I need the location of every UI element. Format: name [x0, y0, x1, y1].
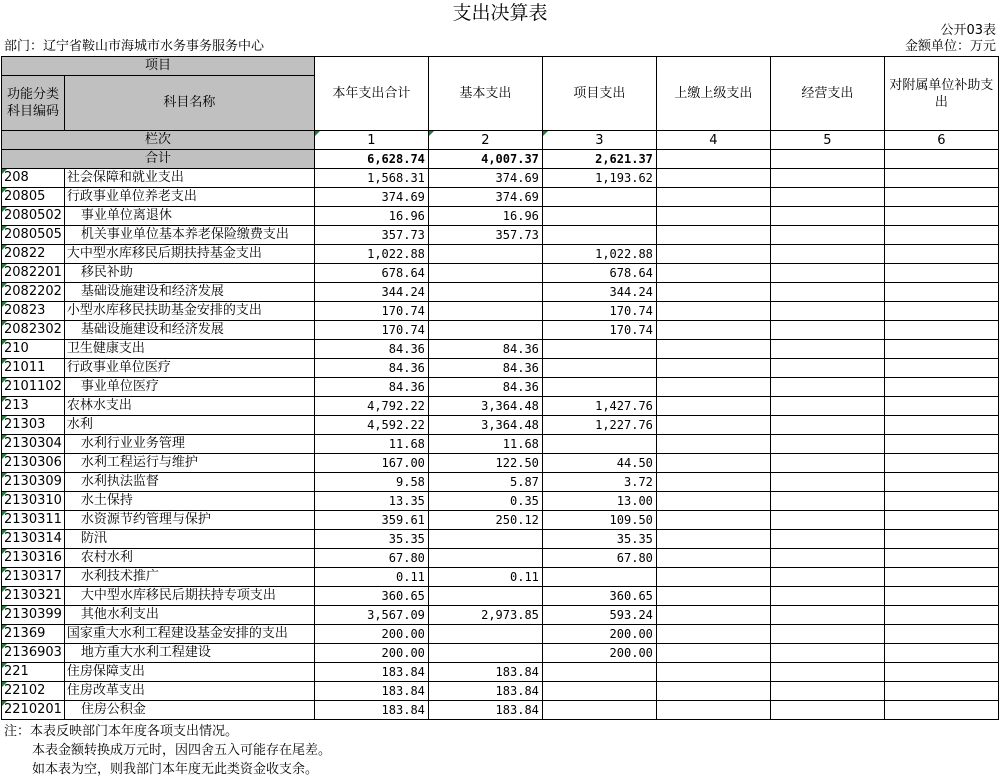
row-business-cell[interactable]: [770, 435, 884, 454]
row-name-cell[interactable]: 住房公积金: [64, 701, 314, 720]
row-upper-cell[interactable]: [656, 435, 770, 454]
row-business-cell[interactable]: [770, 492, 884, 511]
row-project-cell[interactable]: 67.80: [542, 549, 656, 568]
table-row: [2, 245, 999, 264]
table-row: [2, 264, 999, 283]
row-name-cell[interactable]: 住房改革支出: [64, 682, 314, 701]
row-total-cell[interactable]: 0.11: [314, 568, 428, 587]
row-business-cell[interactable]: [770, 359, 884, 378]
row-business-cell[interactable]: [770, 530, 884, 549]
row-code-cell[interactable]: 20805: [2, 188, 65, 207]
row-project-cell[interactable]: 200.00: [542, 625, 656, 644]
row-upper-cell[interactable]: [656, 264, 770, 283]
row-business-cell[interactable]: [770, 302, 884, 321]
row-project-cell[interactable]: [542, 226, 656, 245]
header-col-4[interactable]: 上缴上级支出: [656, 57, 770, 131]
row-project-cell[interactable]: 678.64: [542, 264, 656, 283]
row-basic-cell[interactable]: 3,364.48: [428, 397, 542, 416]
row-project-cell[interactable]: 13.00: [542, 492, 656, 511]
row-total-cell[interactable]: 4,792.22: [314, 397, 428, 416]
table-row: [2, 701, 999, 720]
row-code-cell[interactable]: 21303: [2, 416, 65, 435]
row-project-cell[interactable]: 360.65: [542, 587, 656, 606]
row-upper-cell[interactable]: [656, 454, 770, 473]
table-row: [2, 587, 999, 606]
row-project-cell[interactable]: [542, 207, 656, 226]
row-basic-cell[interactable]: 122.50: [428, 454, 542, 473]
lanci-num[interactable]: 1: [314, 131, 428, 150]
row-total-cell[interactable]: 200.00: [314, 644, 428, 663]
table-row: [2, 549, 999, 568]
lanci-num[interactable]: 4: [656, 131, 770, 150]
row-total-cell[interactable]: 360.65: [314, 587, 428, 606]
table-row: [2, 283, 999, 302]
row-basic-cell[interactable]: [428, 264, 542, 283]
row-project-cell[interactable]: [542, 682, 656, 701]
row-business-cell[interactable]: [770, 549, 884, 568]
row-upper-cell[interactable]: [656, 568, 770, 587]
row-upper-cell[interactable]: [656, 511, 770, 530]
note-line: 注：本表反映部门本年度各项支出情况。: [4, 724, 239, 739]
row-project-cell[interactable]: [542, 701, 656, 720]
row-code-cell[interactable]: 20823: [2, 302, 65, 321]
row-basic-cell[interactable]: 84.36: [428, 359, 542, 378]
total-cell[interactable]: 6,628.74: [314, 150, 428, 169]
row-project-cell[interactable]: [542, 188, 656, 207]
row-total-cell[interactable]: 4,592.22: [314, 416, 428, 435]
row-code-cell[interactable]: 2080502: [2, 207, 65, 226]
row-name-cell[interactable]: 移民补助: [64, 264, 314, 283]
table-row: [2, 625, 999, 644]
row-basic-cell[interactable]: [428, 549, 542, 568]
table-row: [2, 530, 999, 549]
row-name-cell[interactable]: 农林水支出: [64, 397, 314, 416]
row-upper-cell[interactable]: [656, 416, 770, 435]
row-upper-cell[interactable]: [656, 682, 770, 701]
row-subsidy-cell[interactable]: [884, 207, 998, 226]
table-row: [2, 568, 999, 587]
row-project-cell[interactable]: 170.74: [542, 321, 656, 340]
row-project-cell[interactable]: 344.24: [542, 283, 656, 302]
row-upper-cell[interactable]: [656, 701, 770, 720]
row-name-cell[interactable]: 水利技术推广: [64, 568, 314, 587]
row-upper-cell[interactable]: [656, 625, 770, 644]
row-code-cell[interactable]: 21369: [2, 625, 65, 644]
row-code-cell[interactable]: 2130304: [2, 435, 65, 454]
row-basic-cell[interactable]: 374.69: [428, 169, 542, 188]
total-label[interactable]: 合计: [2, 150, 315, 169]
row-code-cell[interactable]: 2082202: [2, 283, 65, 302]
row-total-cell[interactable]: 84.36: [314, 378, 428, 397]
row-total-cell[interactable]: 183.84: [314, 701, 428, 720]
header-item[interactable]: 项目: [2, 57, 315, 76]
row-name-cell[interactable]: 基础设施建设和经济发展: [64, 283, 314, 302]
row-upper-cell[interactable]: [656, 378, 770, 397]
row-upper-cell[interactable]: [656, 359, 770, 378]
row-business-cell[interactable]: [770, 701, 884, 720]
row-total-cell[interactable]: 344.24: [314, 283, 428, 302]
row-name-cell[interactable]: 小型水库移民扶助基金安排的支出: [64, 302, 314, 321]
row-basic-cell[interactable]: 11.68: [428, 435, 542, 454]
row-subsidy-cell[interactable]: [884, 511, 998, 530]
row-subsidy-cell[interactable]: [884, 530, 998, 549]
row-basic-cell[interactable]: 5.87: [428, 473, 542, 492]
table-row: [2, 302, 999, 321]
row-subsidy-cell[interactable]: [884, 492, 998, 511]
row-upper-cell[interactable]: [656, 663, 770, 682]
row-subsidy-cell[interactable]: [884, 378, 998, 397]
row-basic-cell[interactable]: 3,364.48: [428, 416, 542, 435]
row-code-cell[interactable]: 2130309: [2, 473, 65, 492]
row-business-cell[interactable]: [770, 511, 884, 530]
row-upper-cell[interactable]: [656, 644, 770, 663]
row-upper-cell[interactable]: [656, 492, 770, 511]
notes: [4, 722, 331, 779]
header-col-2[interactable]: 基本支出: [428, 57, 542, 131]
table-row: [2, 397, 999, 416]
row-subsidy-cell[interactable]: [884, 663, 998, 682]
row-project-cell[interactable]: 109.50: [542, 511, 656, 530]
row-basic-cell[interactable]: [428, 302, 542, 321]
table-row: [2, 663, 999, 682]
row-project-cell[interactable]: [542, 378, 656, 397]
row-project-cell[interactable]: [542, 340, 656, 359]
row-business-cell[interactable]: [770, 378, 884, 397]
row-total-cell[interactable]: 1,568.31: [314, 169, 428, 188]
row-upper-cell[interactable]: [656, 530, 770, 549]
row-code-cell[interactable]: 208: [2, 169, 65, 188]
row-basic-cell[interactable]: 183.84: [428, 663, 542, 682]
table-body: [2, 57, 999, 720]
table-row: [2, 416, 999, 435]
row-code-cell[interactable]: 2080505: [2, 226, 65, 245]
row-code-cell[interactable]: 2130306: [2, 454, 65, 473]
row-name-cell[interactable]: 水利: [64, 416, 314, 435]
row-name-cell[interactable]: 水利行业业务管理: [64, 435, 314, 454]
row-upper-cell[interactable]: [656, 188, 770, 207]
row-business-cell[interactable]: [770, 397, 884, 416]
table-row: [2, 321, 999, 340]
row-total-cell[interactable]: 678.64: [314, 264, 428, 283]
row-total-cell[interactable]: 84.36: [314, 340, 428, 359]
row-total-cell[interactable]: 9.58: [314, 473, 428, 492]
row-basic-cell[interactable]: 357.73: [428, 226, 542, 245]
row-name-cell[interactable]: 社会保障和就业支出: [64, 169, 314, 188]
row-business-cell[interactable]: [770, 245, 884, 264]
row-basic-cell[interactable]: 183.84: [428, 682, 542, 701]
row-upper-cell[interactable]: [656, 549, 770, 568]
row-basic-cell[interactable]: 2,973.85: [428, 606, 542, 625]
row-total-cell[interactable]: 374.69: [314, 188, 428, 207]
row-code-cell[interactable]: 21011: [2, 359, 65, 378]
row-subsidy-cell[interactable]: [884, 606, 998, 625]
row-project-cell[interactable]: 1,193.62: [542, 169, 656, 188]
row-subsidy-cell[interactable]: [884, 625, 998, 644]
row-upper-cell[interactable]: [656, 606, 770, 625]
row-name-cell[interactable]: 地方重大水利工程建设: [64, 644, 314, 663]
row-code-cell[interactable]: 2130317: [2, 568, 65, 587]
row-subsidy-cell[interactable]: [884, 568, 998, 587]
row-basic-cell[interactable]: [428, 644, 542, 663]
row-project-cell[interactable]: 170.74: [542, 302, 656, 321]
row-code-cell[interactable]: 2130399: [2, 606, 65, 625]
row-basic-cell[interactable]: [428, 283, 542, 302]
row-total-cell[interactable]: 170.74: [314, 302, 428, 321]
row-name-cell[interactable]: 卫生健康支出: [64, 340, 314, 359]
total-cell[interactable]: 4,007.37: [428, 150, 542, 169]
table-code: 公开03表: [940, 23, 996, 38]
row-project-cell[interactable]: 44.50: [542, 454, 656, 473]
row-total-cell[interactable]: 1,022.88: [314, 245, 428, 264]
table-row: [2, 492, 999, 511]
empty-cell[interactable]: [884, 150, 998, 169]
total-cell[interactable]: 2,621.37: [542, 150, 656, 169]
row-basic-cell[interactable]: 16.96: [428, 207, 542, 226]
row-subsidy-cell[interactable]: [884, 245, 998, 264]
row-business-cell[interactable]: [770, 416, 884, 435]
row-subsidy-cell[interactable]: [884, 416, 998, 435]
row-business-cell[interactable]: [770, 454, 884, 473]
row-project-cell[interactable]: 1,227.76: [542, 416, 656, 435]
department-label: 部门：辽宁省鞍山市海城市水务事务服务中心: [4, 39, 265, 54]
row-subsidy-cell[interactable]: [884, 473, 998, 492]
lanci-num[interactable]: 3: [542, 131, 656, 150]
row-subsidy-cell[interactable]: [884, 226, 998, 245]
table-row: [2, 606, 999, 625]
row-subsidy-cell[interactable]: [884, 283, 998, 302]
unit-label: 金额单位：万元: [904, 39, 996, 54]
row-total-cell[interactable]: 183.84: [314, 682, 428, 701]
row-subsidy-cell[interactable]: [884, 682, 998, 701]
row-total-cell[interactable]: 3,567.09: [314, 606, 428, 625]
table-row: [2, 435, 999, 454]
row-upper-cell[interactable]: [656, 245, 770, 264]
table-row: [2, 188, 999, 207]
row-code-cell[interactable]: 2130311: [2, 511, 65, 530]
row-basic-cell[interactable]: 0.11: [428, 568, 542, 587]
row-subsidy-cell[interactable]: [884, 397, 998, 416]
row-code-cell[interactable]: 2210201: [2, 701, 65, 720]
header-col-3[interactable]: 项目支出: [542, 57, 656, 131]
row-code-cell[interactable]: 2136903: [2, 644, 65, 663]
row-basic-cell[interactable]: 0.35: [428, 492, 542, 511]
header-code[interactable]: 功能分类科目编码: [2, 76, 65, 131]
table-row: [2, 169, 999, 188]
row-business-cell[interactable]: [770, 264, 884, 283]
row-total-cell[interactable]: 16.96: [314, 207, 428, 226]
row-name-cell[interactable]: 水利执法监督: [64, 473, 314, 492]
note-line: 如本表为空，则我部门本年度无此类资金收支余。: [32, 762, 319, 777]
row-name-cell[interactable]: 住房保障支出: [64, 663, 314, 682]
row-name-cell[interactable]: 大中型水库移民后期扶持基金支出: [64, 245, 314, 264]
row-name-cell[interactable]: 基础设施建设和经济发展: [64, 321, 314, 340]
row-project-cell[interactable]: [542, 568, 656, 587]
row-total-cell[interactable]: 183.84: [314, 663, 428, 682]
row-subsidy-cell[interactable]: [884, 587, 998, 606]
row-total-cell[interactable]: 200.00: [314, 625, 428, 644]
row-basic-cell[interactable]: [428, 530, 542, 549]
row-code-cell[interactable]: 210: [2, 340, 65, 359]
row-subsidy-cell[interactable]: [884, 321, 998, 340]
row-project-cell[interactable]: 1,022.88: [542, 245, 656, 264]
row-business-cell[interactable]: [770, 283, 884, 302]
lanci-num[interactable]: 6: [884, 131, 998, 150]
row-basic-cell[interactable]: 84.36: [428, 378, 542, 397]
expenditure-table: [1, 56, 999, 720]
row-total-cell[interactable]: 13.35: [314, 492, 428, 511]
row-code-cell[interactable]: 20822: [2, 245, 65, 264]
row-name-cell[interactable]: 事业单位离退休: [64, 207, 314, 226]
row-code-cell[interactable]: 22102: [2, 682, 65, 701]
row-name-cell[interactable]: 水土保持: [64, 492, 314, 511]
row-business-cell[interactable]: [770, 226, 884, 245]
lanci-num[interactable]: 2: [428, 131, 542, 150]
row-business-cell[interactable]: [770, 587, 884, 606]
row-upper-cell[interactable]: [656, 321, 770, 340]
row-subsidy-cell[interactable]: [884, 435, 998, 454]
row-upper-cell[interactable]: [656, 473, 770, 492]
row-project-cell[interactable]: [542, 663, 656, 682]
table-row: [2, 378, 999, 397]
row-code-cell[interactable]: 2082201: [2, 264, 65, 283]
row-basic-cell[interactable]: [428, 245, 542, 264]
table-row: [2, 682, 999, 701]
row-total-cell[interactable]: 359.61: [314, 511, 428, 530]
row-business-cell[interactable]: [770, 169, 884, 188]
row-business-cell[interactable]: [770, 340, 884, 359]
row-subsidy-cell[interactable]: [884, 169, 998, 188]
empty-cell[interactable]: [770, 150, 884, 169]
row-subsidy-cell[interactable]: [884, 340, 998, 359]
row-code-cell[interactable]: 221: [2, 663, 65, 682]
row-project-cell[interactable]: 3.72: [542, 473, 656, 492]
row-upper-cell[interactable]: [656, 340, 770, 359]
row-total-cell[interactable]: 84.36: [314, 359, 428, 378]
row-total-cell[interactable]: 35.35: [314, 530, 428, 549]
row-total-cell[interactable]: 67.80: [314, 549, 428, 568]
row-upper-cell[interactable]: [656, 226, 770, 245]
row-upper-cell[interactable]: [656, 397, 770, 416]
table-row: [2, 454, 999, 473]
row-business-cell[interactable]: [770, 568, 884, 587]
row-subsidy-cell[interactable]: [884, 359, 998, 378]
table-row: [2, 340, 999, 359]
row-name-cell[interactable]: 农村水利: [64, 549, 314, 568]
row-name-cell[interactable]: 国家重大水利工程建设基金安排的支出: [64, 625, 314, 644]
row-code-cell[interactable]: 2130321: [2, 587, 65, 606]
row-upper-cell[interactable]: [656, 283, 770, 302]
row-project-cell[interactable]: [542, 435, 656, 454]
row-name-cell[interactable]: 防汛: [64, 530, 314, 549]
row-business-cell[interactable]: [770, 625, 884, 644]
row-basic-cell[interactable]: 84.36: [428, 340, 542, 359]
row-subsidy-cell[interactable]: [884, 549, 998, 568]
row-name-cell[interactable]: 水资源节约管理与保护: [64, 511, 314, 530]
row-basic-cell[interactable]: [428, 321, 542, 340]
table-row: [2, 511, 999, 530]
note-line: 本表金额转换成万元时，因四舍五入可能存在尾差。: [32, 743, 332, 758]
page-title: 支出决算表: [452, 2, 548, 24]
row-project-cell[interactable]: 593.24: [542, 606, 656, 625]
row-code-cell[interactable]: 2130310: [2, 492, 65, 511]
row-basic-cell[interactable]: 183.84: [428, 701, 542, 720]
empty-cell[interactable]: [656, 150, 770, 169]
row-name-cell[interactable]: 事业单位医疗: [64, 378, 314, 397]
row-basic-cell[interactable]: 250.12: [428, 511, 542, 530]
row-upper-cell[interactable]: [656, 207, 770, 226]
row-business-cell[interactable]: [770, 207, 884, 226]
row-upper-cell[interactable]: [656, 587, 770, 606]
row-subsidy-cell[interactable]: [884, 264, 998, 283]
table-row: [2, 644, 999, 663]
row-project-cell[interactable]: 200.00: [542, 644, 656, 663]
table-row: [2, 473, 999, 492]
row-project-cell[interactable]: [542, 359, 656, 378]
header-col-1[interactable]: 本年支出合计: [314, 57, 428, 131]
row-project-cell[interactable]: 1,427.76: [542, 397, 656, 416]
row-total-cell[interactable]: 167.00: [314, 454, 428, 473]
row-name-cell[interactable]: 行政事业单位医疗: [64, 359, 314, 378]
row-subsidy-cell[interactable]: [884, 188, 998, 207]
row-upper-cell[interactable]: [656, 169, 770, 188]
header-col-6[interactable]: 对附属单位补助支出: [884, 57, 998, 131]
header-name[interactable]: 科目名称: [64, 76, 314, 131]
row-total-cell[interactable]: 11.68: [314, 435, 428, 454]
row-subsidy-cell[interactable]: [884, 302, 998, 321]
header-col-5[interactable]: 经营支出: [770, 57, 884, 131]
row-business-cell[interactable]: [770, 644, 884, 663]
row-business-cell[interactable]: [770, 663, 884, 682]
table-row: [2, 207, 999, 226]
row-basic-cell[interactable]: [428, 625, 542, 644]
row-business-cell[interactable]: [770, 473, 884, 492]
row-business-cell[interactable]: [770, 188, 884, 207]
row-basic-cell[interactable]: 374.69: [428, 188, 542, 207]
row-name-cell[interactable]: 大中型水库移民后期扶持专项支出: [64, 587, 314, 606]
row-name-cell[interactable]: 机关事业单位基本养老保险缴费支出: [64, 226, 314, 245]
table-row: [2, 226, 999, 245]
row-business-cell[interactable]: [770, 682, 884, 701]
row-name-cell[interactable]: 水利工程运行与维护: [64, 454, 314, 473]
row-business-cell[interactable]: [770, 321, 884, 340]
row-name-cell[interactable]: 其他水利支出: [64, 606, 314, 625]
row-code-cell[interactable]: 213: [2, 397, 65, 416]
row-name-cell[interactable]: 行政事业单位养老支出: [64, 188, 314, 207]
row-code-cell[interactable]: 2130316: [2, 549, 65, 568]
row-total-cell[interactable]: 357.73: [314, 226, 428, 245]
row-code-cell[interactable]: 2082302: [2, 321, 65, 340]
row-basic-cell[interactable]: [428, 587, 542, 606]
row-business-cell[interactable]: [770, 606, 884, 625]
row-total-cell[interactable]: 170.74: [314, 321, 428, 340]
lanci-num[interactable]: 5: [770, 131, 884, 150]
row-upper-cell[interactable]: [656, 302, 770, 321]
row-subsidy-cell[interactable]: [884, 644, 998, 663]
row-subsidy-cell[interactable]: [884, 454, 998, 473]
lanci-label[interactable]: 栏次: [2, 131, 315, 150]
row-project-cell[interactable]: 35.35: [542, 530, 656, 549]
table-row: [2, 359, 999, 378]
row-subsidy-cell[interactable]: [884, 701, 998, 720]
row-code-cell[interactable]: 2101102: [2, 378, 65, 397]
row-code-cell[interactable]: 2130314: [2, 530, 65, 549]
